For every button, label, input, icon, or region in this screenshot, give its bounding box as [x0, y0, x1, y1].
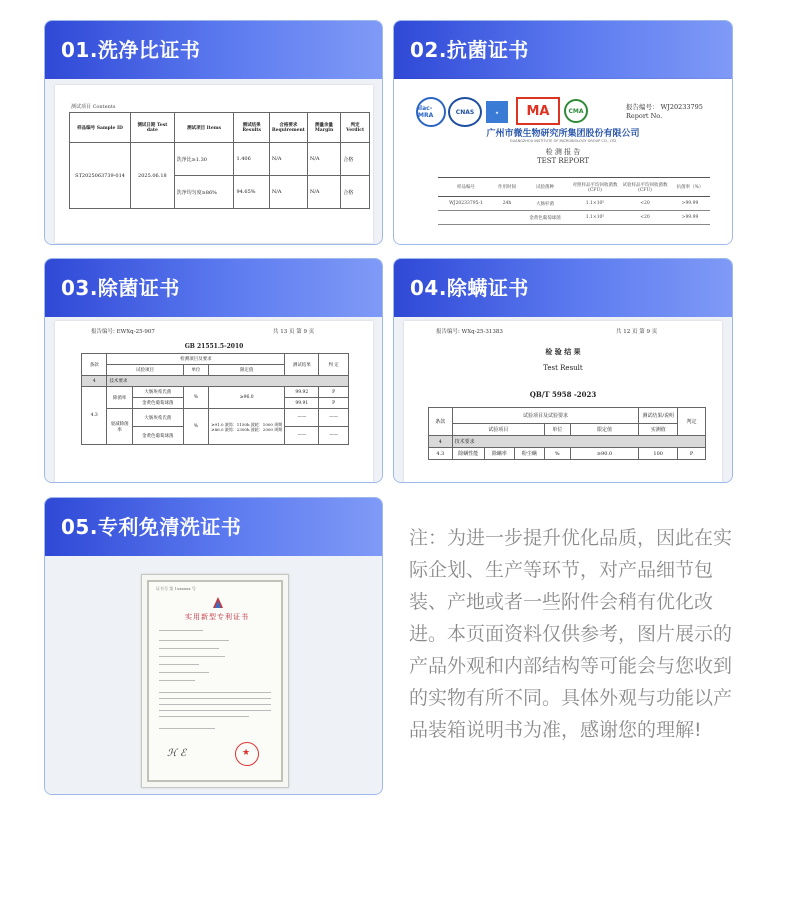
cma-logo: CMA — [564, 99, 588, 123]
verdict-cell: 合格 — [341, 143, 370, 176]
limit-cell: ≥90.0 — [570, 448, 639, 460]
results-table — [69, 112, 370, 209]
header-cell: 抗菌率（%） — [676, 185, 704, 190]
header-cell: 判 定 — [319, 354, 349, 376]
header-cell: 限定值 — [570, 424, 639, 436]
result-cell: 99.92 — [285, 387, 319, 398]
verdict-cell: P — [678, 448, 706, 460]
cert-card-antibacterial — [393, 20, 733, 245]
group-cell: 衰减除菌率 — [107, 409, 132, 445]
report-number-label: 报告编号： WJ20233795 — [626, 103, 703, 111]
result-title-en: Test Result — [543, 364, 583, 372]
item-cell: 除螨性能 — [452, 448, 484, 460]
unit-cell: % — [183, 409, 208, 445]
header-cell: 测量余量 Margin — [307, 113, 340, 143]
certificate-document — [55, 85, 373, 243]
header-cell: 测试结果 Results — [234, 113, 269, 143]
card-body — [45, 556, 382, 794]
strain-cell: 大肠杆菌 — [536, 201, 554, 207]
table-row — [429, 448, 706, 460]
official-seal-icon — [235, 742, 259, 766]
header-cell: 判定 Verdict — [341, 113, 370, 143]
header-cell: 测试日期 Test date — [131, 113, 174, 143]
text-line — [159, 704, 271, 705]
header-cell: 试验项目 — [107, 365, 183, 376]
report-number: 报告编号: EWXq-25-907 — [91, 329, 155, 335]
table-row — [438, 211, 710, 225]
report-number: 报告编号: WXq-25-31383 — [436, 329, 503, 335]
header-cell: 作用时间 — [498, 185, 516, 190]
header-cell: 检测项目及要求 — [107, 354, 285, 365]
item-cell: 除螨率 — [484, 448, 514, 460]
text-line — [159, 630, 203, 631]
verdict-cell: P — [319, 398, 349, 409]
mite-removal-table — [428, 407, 706, 460]
text-line — [159, 710, 271, 711]
header-cell: 测试结果 — [285, 354, 319, 376]
signature: ℋ ℰ — [167, 748, 187, 759]
certificate-document — [404, 321, 722, 483]
header-cell: 试验样品平均回收菌数(CFU) — [622, 182, 668, 193]
verdict-cell: 合格 — [341, 176, 370, 209]
patent-certificate — [141, 574, 289, 788]
cert-card-washing-ratio — [44, 20, 383, 245]
report-title — [394, 148, 732, 166]
result-title-cn: 检 验 结 果 — [545, 347, 581, 356]
section-row — [429, 436, 706, 448]
report-number-en: Report No. — [626, 112, 663, 120]
certificate-document — [394, 79, 732, 245]
table-header-row — [82, 354, 349, 365]
header-cell: 单位 — [544, 424, 570, 436]
ma-logo: MA — [516, 97, 560, 125]
requirement-cell: N/A — [269, 143, 307, 176]
strain-cell: 大肠埃希氏菌 — [132, 409, 183, 427]
cert-card-sterilization — [44, 258, 383, 483]
card-title: 02.抗菌证书 — [394, 21, 732, 79]
section-title: 技术要求 — [452, 436, 705, 448]
table-row — [70, 143, 370, 176]
section-title: 技术要求 — [107, 376, 349, 387]
accreditation-badge-icon: ★ — [486, 101, 508, 123]
header-cell: 对照样品平均回收菌数(CFU) — [572, 182, 618, 193]
item-cell: 粉尘螨 — [514, 448, 544, 460]
header-cell: 条款 — [429, 408, 453, 436]
strain-cell: 金黄色葡萄球菌 — [132, 398, 183, 409]
table-header-row — [429, 424, 706, 436]
table-caption: 测试项目 Contents — [71, 104, 116, 110]
header-cell: 判定 — [678, 408, 706, 436]
report-number — [626, 103, 703, 121]
header-cell: 条款 — [82, 354, 107, 376]
table-header-row — [429, 408, 706, 424]
standard-code: GB 21551.5-2010 — [184, 343, 244, 350]
verdict-cell: P — [319, 387, 349, 398]
header-cell: 试验项目及试验要求 — [452, 408, 639, 424]
clause-cell: 4.3 — [429, 448, 453, 460]
card-title: 04.除螨证书 — [394, 259, 732, 317]
header-cell: 样品编号 — [457, 185, 475, 190]
verdict-cell: —— — [319, 409, 349, 427]
table-row — [82, 387, 349, 398]
cert-card-mite-removal — [393, 258, 733, 483]
test-cell: <20 — [640, 201, 650, 206]
limit-cell: ≥91.0 滚筒：1150h 波轮：1000 周期 ≥86.0 滚筒：2300h 波轮：2000 周期 — [209, 409, 285, 445]
text-line — [159, 692, 271, 693]
item-cell: 洗净比≥1.30 — [174, 143, 234, 176]
certificate-document — [55, 321, 373, 483]
item-cell: 洗净均匀度≥86% — [174, 176, 234, 209]
result-cell: —— — [285, 409, 319, 427]
card-title: 01.洗净比证书 — [45, 21, 382, 79]
sample-id-cell: ST2025063739-014 — [70, 143, 131, 209]
page-number: 共 12 页 第 9 页 — [616, 329, 658, 335]
standard-code: QB/T 5958 -2023 — [529, 390, 597, 399]
unit-cell: % — [544, 448, 570, 460]
rate-cell: >99.99 — [681, 201, 699, 206]
text-line — [159, 716, 249, 717]
header-cell: 试验菌种 — [536, 185, 554, 190]
table-row — [438, 197, 710, 211]
card-body — [45, 317, 382, 482]
rate-cell: >99.99 — [681, 215, 699, 220]
result-cell: 99.91 — [285, 398, 319, 409]
text-line — [159, 640, 229, 641]
header-cell: 合格要求 Requirement — [269, 113, 307, 143]
header-cell: 样品编号 Sample ID — [70, 113, 131, 143]
strain-cell: 金黄色葡萄球菌 — [132, 427, 183, 445]
header-cell: 试验项目 — [452, 424, 544, 436]
table-row — [82, 409, 349, 427]
strain-cell: 金黄色葡萄球菌 — [529, 215, 561, 221]
header-cell: 实测值 — [639, 424, 678, 436]
margin-cell: N/A — [307, 143, 340, 176]
text-line — [159, 672, 209, 673]
card-body — [394, 79, 732, 244]
cnas-logo: CNAS — [448, 97, 482, 127]
text-line — [159, 664, 199, 665]
company-name-en: GUANGZHOU INSTITUTE OF MICROBIOLOGY GROUP CO., LTD — [509, 139, 617, 143]
header-cell: 测试项目 Items — [174, 113, 234, 143]
sample-cell: WJ20233795-1 — [449, 201, 483, 206]
disclaimer-note: 注：为进一步提升优化品质，因此在实际企划、生产等环节，对产品细节包装、产地或者一些附件会稍有优化改进。本页面资料仅供参考，图片展示的产品外观和内部结构等可能会与您收到的实物有所不同。具体外观与功能以产品装箱说明书为准，感谢您的理解! — [409, 527, 733, 741]
control-cell: 1.1×10⁵ — [585, 215, 605, 220]
patent-emblem-icon — [211, 596, 225, 610]
report-title-en: TEST REPORT — [536, 157, 590, 165]
certificate-frame — [147, 580, 283, 782]
antibacterial-table — [438, 177, 710, 225]
text-line — [159, 648, 219, 649]
section-number: 4 — [82, 376, 107, 387]
result-cell: 94.65% — [234, 176, 269, 209]
control-cell: 1.1×10⁵ — [585, 201, 605, 206]
unit-cell: % — [183, 387, 208, 409]
text-line — [159, 728, 215, 729]
certificate-number: 证书号 第 1xxxxxx 号 — [156, 586, 196, 591]
accreditation-logos — [416, 89, 596, 129]
card-body — [394, 317, 732, 482]
text-line — [159, 680, 195, 681]
company-name: 广州市微生物研究所集团股份有限公司 — [486, 129, 640, 139]
limit-cell: ≥96.0 — [209, 387, 285, 409]
card-body — [45, 79, 382, 244]
ilac-logo: ilac-MRA — [416, 97, 446, 127]
group-cell: 除菌率 — [107, 387, 132, 409]
header-cell: 测试结果/说明 — [639, 408, 678, 424]
text-line — [159, 656, 225, 657]
verdict-cell: —— — [319, 427, 349, 445]
sterilization-table — [81, 353, 349, 445]
requirement-cell: N/A — [269, 176, 307, 209]
header-cell: 单位 — [183, 365, 208, 376]
table-header-row — [438, 177, 710, 197]
result-cell: 100 — [639, 448, 678, 460]
section-number: 4 — [429, 436, 453, 448]
report-title-cn: 检 测 报 告 — [545, 148, 581, 156]
result-cell: —— — [285, 427, 319, 445]
header-cell: 限定值 — [209, 365, 285, 376]
result-cell: 1.406 — [234, 143, 269, 176]
section-row — [82, 376, 349, 387]
strain-cell: 大肠埃希氏菌 — [132, 387, 183, 398]
text-line — [159, 698, 271, 699]
card-title: 05.专利免清洗证书 — [45, 498, 382, 556]
table-header-row — [70, 113, 370, 143]
margin-cell: N/A — [307, 176, 340, 209]
page-number: 共 13 页 第 9 页 — [273, 329, 315, 335]
date-cell: 2025.06.18 — [131, 143, 174, 209]
test-cell: <20 — [640, 215, 650, 220]
card-title: 03.除菌证书 — [45, 259, 382, 317]
cert-card-patent — [44, 497, 383, 795]
certificate-title: 实用新型专利证书 — [185, 613, 249, 621]
clause-cell: 4.3 — [82, 387, 107, 445]
time-cell: 24h — [502, 201, 512, 206]
